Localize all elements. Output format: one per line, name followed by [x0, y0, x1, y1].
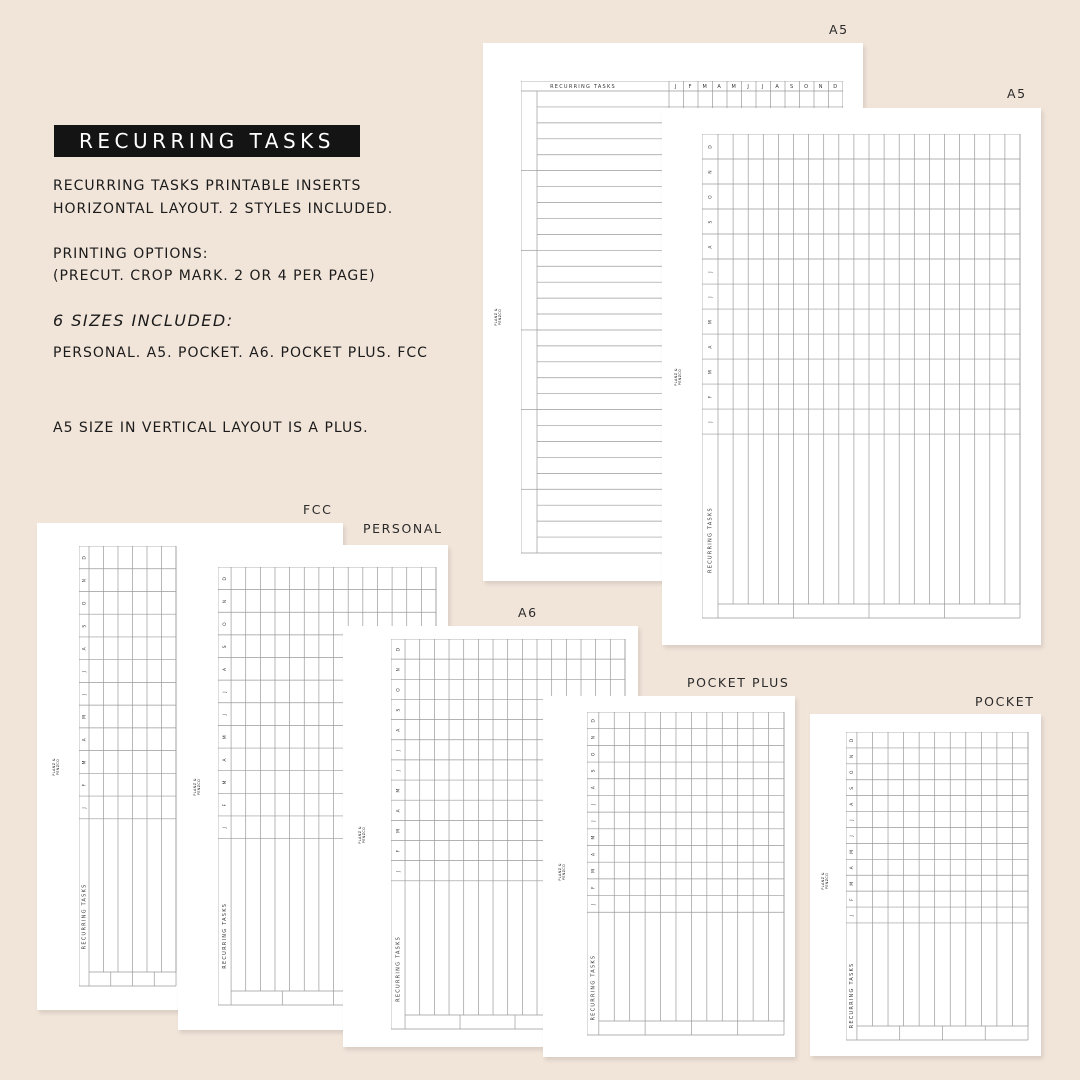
page-title: RECURRING TASKS — [54, 125, 360, 157]
grid-heading: RECURRING TASKS — [395, 935, 402, 1002]
month-label: J — [591, 819, 597, 822]
insert-brand: PLANZ & PENZCO — [674, 368, 682, 386]
size-label-fcc: FCC — [303, 502, 333, 517]
month-label: M — [702, 84, 709, 90]
month-label: S — [591, 768, 597, 773]
month-label: A — [82, 646, 88, 651]
insert-brand: PLANZ & PENZCO — [558, 863, 566, 881]
month-label: A — [708, 344, 714, 349]
month-label: F — [82, 782, 88, 787]
month-label: J — [223, 712, 229, 716]
month-label: F — [849, 897, 855, 901]
month-label: J — [223, 690, 229, 693]
month-label: A — [708, 244, 714, 249]
month-label: M — [591, 834, 597, 840]
insert-pocket-plus — [543, 696, 795, 1057]
grid-heading: RECURRING TASKS — [550, 84, 616, 90]
printing-options: (PRECUT. CROP MARK. 2 OR 4 PER PAGE) — [53, 268, 376, 284]
size-label-a5-horizontal: A5 — [829, 22, 849, 37]
month-label: S — [849, 785, 855, 790]
month-label: M — [591, 868, 597, 874]
month-label: F — [396, 848, 402, 853]
grid-heading: RECURRING TASKS — [81, 883, 88, 950]
month-label: J — [396, 869, 402, 872]
description-line-1: RECURRING TASKS PRINTABLE INSERTS — [53, 178, 362, 194]
month-label: S — [708, 219, 714, 224]
insert-brand: PLANZ & PENZCO — [821, 872, 829, 890]
size-label-a5-vertical: A5 — [1007, 86, 1027, 101]
month-label: J — [708, 270, 714, 273]
month-label: J — [849, 834, 855, 837]
month-label: F — [688, 84, 693, 90]
month-label: D — [833, 84, 839, 90]
pocket-plus-grid — [587, 712, 786, 1037]
month-label: M — [396, 787, 402, 793]
month-label: N — [849, 753, 855, 759]
month-label: A — [396, 808, 402, 813]
insert-a5-vertical — [662, 108, 1041, 645]
month-label: N — [708, 169, 714, 174]
month-label: A — [717, 84, 723, 90]
month-label: M — [82, 713, 88, 720]
month-label: S — [790, 84, 795, 90]
month-label: F — [223, 802, 229, 807]
month-label: J — [761, 84, 765, 90]
insert-pocket — [810, 714, 1041, 1056]
fcc-grid — [79, 546, 179, 988]
month-label: S — [223, 644, 229, 649]
insert-brand: PLANZ & PENZCO — [494, 308, 502, 326]
month-label: M — [708, 369, 714, 375]
grid-heading: RECURRING TASKS — [590, 954, 597, 1021]
month-label: A — [591, 784, 597, 790]
month-label: J — [591, 902, 597, 906]
size-label-pocket: POCKET — [975, 694, 1035, 709]
insert-brand: PLANZ & PENZCO — [358, 826, 366, 844]
month-label: F — [708, 394, 714, 399]
grid-heading: RECURRING TASKS — [222, 902, 229, 969]
month-label: J — [849, 913, 855, 917]
month-label: N — [591, 734, 597, 740]
month-label: M — [849, 848, 855, 854]
month-label: J — [82, 692, 88, 695]
month-label: A — [82, 737, 88, 742]
description-line-2: HORIZONTAL LAYOUT. 2 STYLES INCLUDED. — [53, 201, 394, 217]
month-label: N — [223, 598, 229, 604]
month-label: J — [82, 806, 88, 809]
month-label: M — [708, 319, 714, 325]
month-label: O — [849, 769, 855, 775]
month-label: J — [396, 768, 402, 772]
month-label: S — [396, 707, 402, 712]
month-label: A — [775, 84, 781, 90]
month-label: N — [818, 84, 824, 90]
month-label: O — [708, 194, 714, 199]
month-label: D — [849, 737, 855, 743]
month-label: A — [849, 801, 855, 806]
month-label: J — [82, 669, 88, 673]
month-label: J — [674, 84, 678, 90]
size-label-personal: PERSONAL — [363, 521, 443, 536]
month-label: O — [82, 600, 88, 606]
month-label: A — [591, 851, 597, 856]
month-label: D — [396, 646, 402, 652]
month-label: D — [82, 555, 88, 560]
month-label: A — [223, 757, 229, 762]
month-label: M — [849, 880, 855, 886]
month-label: F — [591, 885, 597, 890]
month-label: A — [396, 727, 402, 732]
month-label: J — [708, 420, 714, 423]
month-label: J — [591, 802, 597, 806]
month-label: O — [591, 751, 597, 757]
month-label: A — [223, 666, 229, 671]
month-label: J — [849, 818, 855, 821]
sizes-heading: 6 SIZES INCLUDED: — [53, 311, 234, 330]
size-label-a6: A6 — [518, 605, 538, 620]
grid-heading: RECURRING TASKS — [848, 962, 855, 1029]
month-label: O — [804, 84, 810, 90]
month-label: M — [223, 734, 229, 740]
month-label: J — [223, 826, 229, 829]
printing-heading: PRINTING OPTIONS: — [53, 246, 209, 262]
pocket-grid — [846, 732, 1030, 1042]
insert-brand: PLANZ & PENZCO — [193, 778, 201, 796]
month-label: N — [82, 577, 88, 583]
month-label: J — [747, 84, 751, 90]
insert-brand: PLANZ & PENZCO — [52, 758, 60, 776]
month-label: J — [708, 295, 714, 298]
month-label: D — [591, 718, 597, 723]
month-label: D — [708, 144, 714, 149]
size-label-pocket-plus: POCKET PLUS — [687, 675, 790, 690]
month-label: M — [223, 779, 229, 785]
month-label: O — [223, 621, 229, 626]
month-label: N — [396, 666, 402, 672]
sizes-list: PERSONAL. A5. POCKET. A6. POCKET PLUS. FCC — [53, 345, 428, 361]
month-label: M — [82, 759, 88, 765]
month-label: M — [731, 84, 738, 90]
month-label: J — [396, 748, 402, 752]
month-label: O — [396, 687, 402, 692]
month-label: A — [849, 865, 855, 870]
month-label: M — [396, 827, 402, 833]
vertical-note: A5 SIZE IN VERTICAL LAYOUT IS A PLUS. — [53, 420, 369, 436]
month-label: D — [223, 576, 229, 581]
a5-vertical-grid — [702, 134, 1021, 620]
grid-heading: RECURRING TASKS — [707, 507, 714, 573]
month-label: S — [82, 623, 88, 628]
